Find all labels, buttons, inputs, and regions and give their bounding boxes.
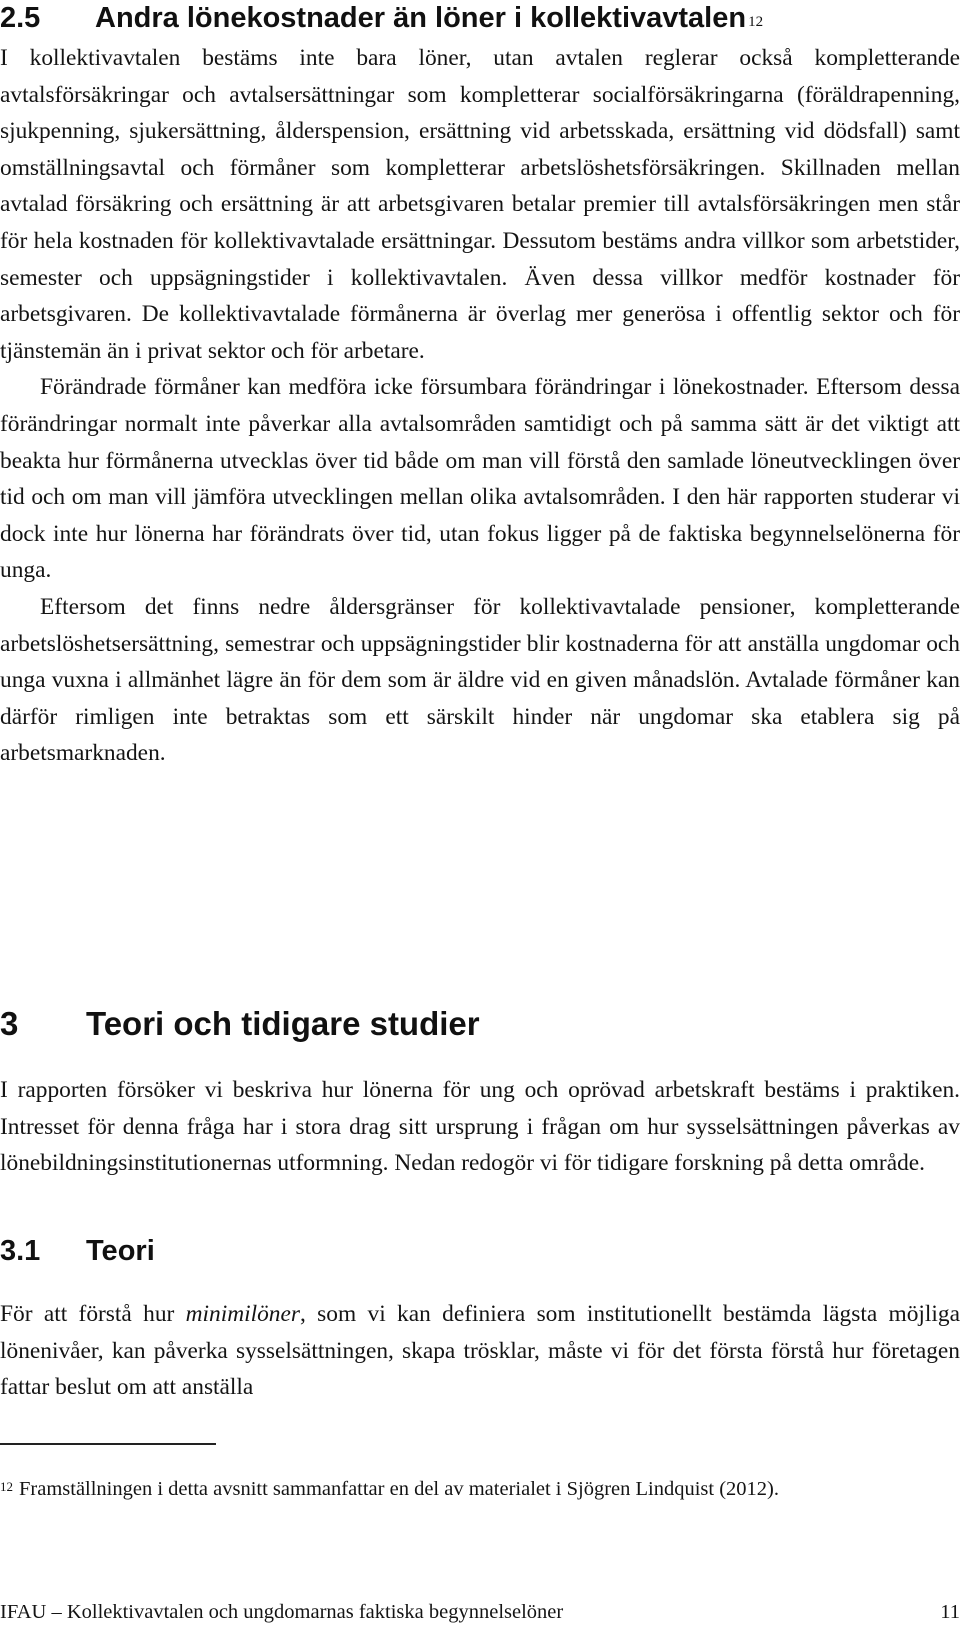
paragraph: I rapporten försöker vi beskriva hur lönerna för ung och oprövad arbetskraft bestäms i praktiken. Intresset för denna fråga har i stora drag sitt ursprung i frågan om hur sysselsättningen påverkas av lönebildningsinstitutionernas utformning. Nedan redogör vi för tidigare forskning på detta område.: [0, 1077, 960, 1177]
section-3-1-body: [0, 1296, 960, 1406]
section-title: Teori: [86, 1235, 155, 1267]
footer-title: IFAU – Kollektivavtalen och ungdomarnas faktiska begynnelselöner: [0, 1601, 564, 1623]
paragraph: I kollektivavtalen bestäms inte bara löner, utan avtalen reglerar också kompletterande avtalsförsäkringar och avtalsersättningar som kompletterar socialförsäkringarna (föräldrapenning, sjukpenning, sjukersättning, ålderspension, ersättning vid arbetsskada, ersättning vid dödsfall) samt omställningsavtal och förmåner som kompletterar arbetslöshetsförsäkringen. Skillnaden mellan avtalad försäkring och ersättning är att arbetsgivaren betalar premier till avtalsförsäkringen men står för hela kostnaden för kollektivavtalade ersättningar. Dessutom bestäms andra villkor som arbetstider, semester och uppsägningstider i kollektivavtalen. Även dessa villkor medför kostnader för arbetsgivaren. De kollektivavtalade förmånerna är överlag mer generösa i offentlig sektor och för tjänstemän än i privat sektor och för arbetare.: [0, 45, 960, 364]
section-title: Teori och tidigare studier: [86, 1005, 480, 1042]
page-number: 11: [940, 1601, 960, 1623]
section-number: 3: [0, 1005, 19, 1042]
section-number: 2.5: [0, 2, 41, 34]
section-heading-3-1: [0, 1233, 155, 1269]
paragraph: [0, 1296, 960, 1406]
section-title: Andra lönekostnader än löner i kollektivavtalen: [95, 2, 747, 34]
section-3-body: [0, 1072, 960, 1182]
page-footer: [0, 1598, 960, 1626]
section-number: 3.1: [0, 1235, 41, 1267]
paragraph: Eftersom det finns nedre åldersgränser för kollektivavtalade pensioner, kompletterande arbetslöshetsersättning, semestrar och uppsägningstider blir kostnaderna för att anställa ungdomar och unga vuxna i allmänhet lägre än för dem som är äldre vid en given månadslön. Avtalade förmåner kan därför rimligen inte betraktas som ett särskilt hinder när ungdomar ska etablera sig på arbetsmarknaden.: [0, 593, 960, 767]
footnote-number: 12: [0, 1479, 13, 1494]
footnote-text: Framställningen i detta avsnitt sammanfattar en del av materialet i Sjögren Lindquist (2012).: [19, 1478, 780, 1500]
footnote-marker[interactable]: 12: [748, 14, 764, 30]
text-run: , som vi kan definiera som institutionellt bestämda lägsta möjliga lönenivåer, kan påverka sysselsättningen, skapa trösklar, måste vi för det första förstå hur företagen fattar beslut om att anställa: [0, 1301, 960, 1401]
footnote-separator: [0, 1443, 216, 1445]
section-2-5-body: [0, 40, 960, 772]
footnote: [0, 1476, 779, 1502]
section-heading-2-5: [0, 0, 763, 36]
italic-term: minimilöner: [185, 1301, 300, 1327]
text-run: För att förstå hur: [0, 1301, 186, 1327]
section-heading-3: [0, 1004, 480, 1044]
paragraph: Förändrade förmåner kan medföra icke försumbara förändringar i lönekostnader. Eftersom dessa förändringar normalt inte påverkar alla avtalsområden samtidigt och på samma sätt är det viktigt att beakta hur förmånerna utvecklas över tid både om man vill förstå den samlade löneutvecklingen över tid och om man vill jämföra utvecklingen mellan olika avtalsområden. I den här rapporten studerar vi dock inte hur lönerna har förändrats över tid, utan fokus ligger på de faktiska begynnelselönerna för unga.: [0, 374, 960, 584]
